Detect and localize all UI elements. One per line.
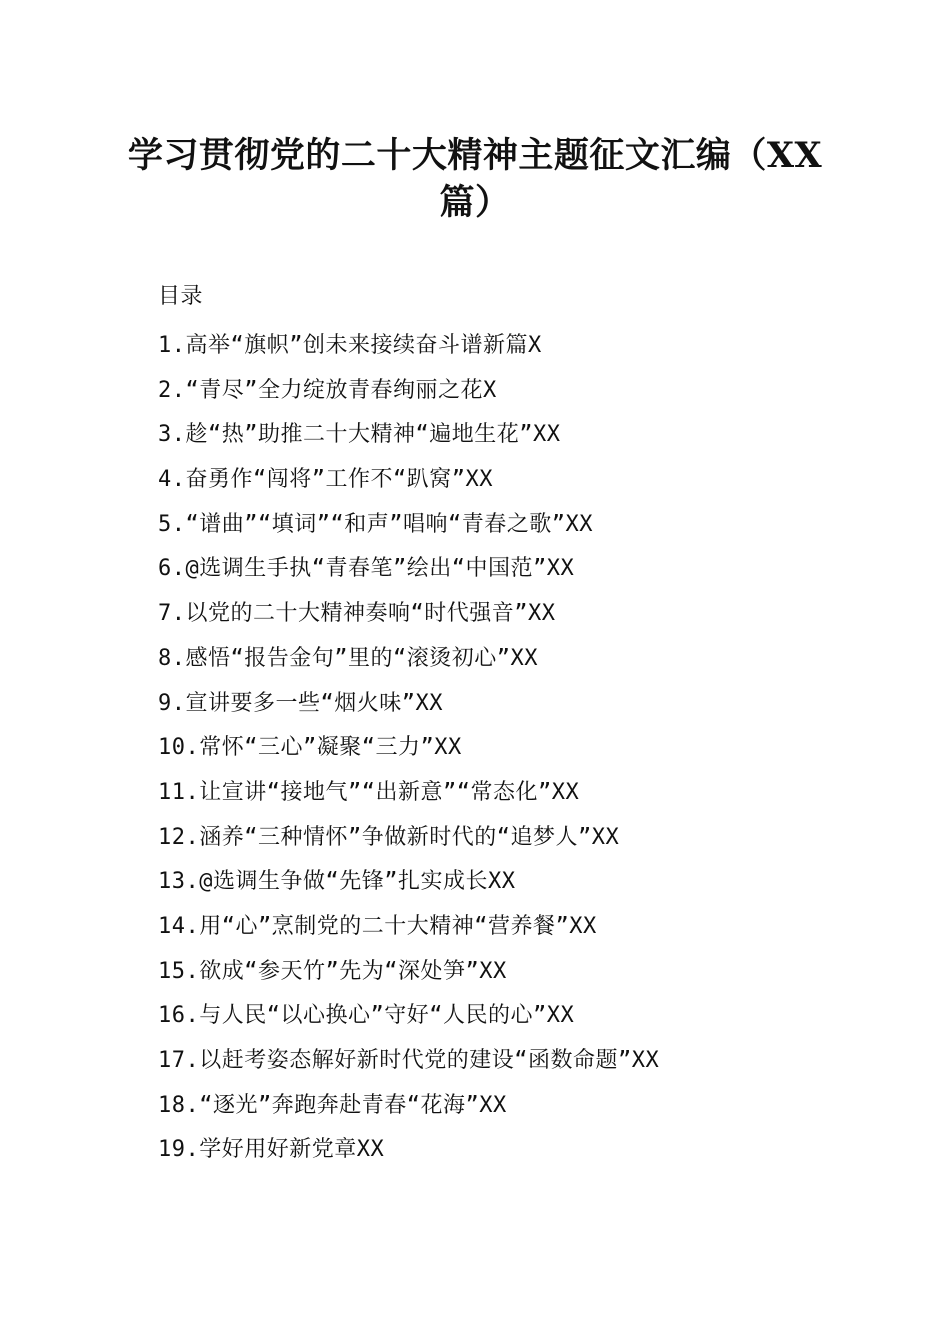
toc-item: 19.学好用好新党章XX <box>158 1137 385 1163</box>
table-of-contents <box>158 280 858 1173</box>
toc-item: 10.常怀“三心”凝聚“三力”XX <box>158 735 462 761</box>
toc-item: 8.感悟“报告金句”里的“滚烫初心”XX <box>158 645 538 671</box>
toc-item: 1.高举“旗帜”创未来接续奋斗谱新篇X <box>158 333 542 358</box>
toc-item: 9.宣讲要多一些“烟火味”XX <box>158 690 443 716</box>
toc-item: 3.趁“热”助推二十大精神“遍地生花”XX <box>158 422 561 448</box>
document-title: 学习贯彻党的二十大精神主题征文汇编（XX篇） <box>127 135 823 223</box>
toc-item: 17.以赶考姿态解好新时代党的建设“函数命题”XX <box>158 1048 660 1073</box>
toc-item: 2.“青尽”全力绽放青春绚丽之花X <box>158 377 497 403</box>
toc-heading: 目录 <box>158 284 204 309</box>
toc-item: 11.让宣讲“接地气”“出新意”“常态化”XX <box>158 779 580 805</box>
toc-item: 5.“谱曲”“填词”“和声”唱响“青春之歌”XX <box>158 511 593 537</box>
toc-item: 12.涵养“三种情怀”争做新时代的“追梦人”XX <box>158 824 620 850</box>
toc-item: 14.用“心”烹制党的二十大精神“营养餐”XX <box>158 913 597 939</box>
toc-item: 18.“逐光”奔跑奔赴青春“花海”XX <box>158 1092 507 1118</box>
toc-item: 15.欲成“参天竹”先为“深处笋”XX <box>158 958 507 984</box>
toc-item: 13.@选调生争做“先锋”扎实成长XX <box>158 869 516 895</box>
toc-item: 6.@选调生手执“青春笔”绘出“中国范”XX <box>158 556 575 582</box>
toc-item: 4.奋勇作“闯将”工作不“趴窝”XX <box>158 467 493 493</box>
toc-item: 7.以党的二十大精神奏响“时代强音”XX <box>158 601 556 627</box>
toc-item: 16.与人民“以心换心”守好“人民的心”XX <box>158 1003 575 1029</box>
toc-list <box>158 324 858 1173</box>
